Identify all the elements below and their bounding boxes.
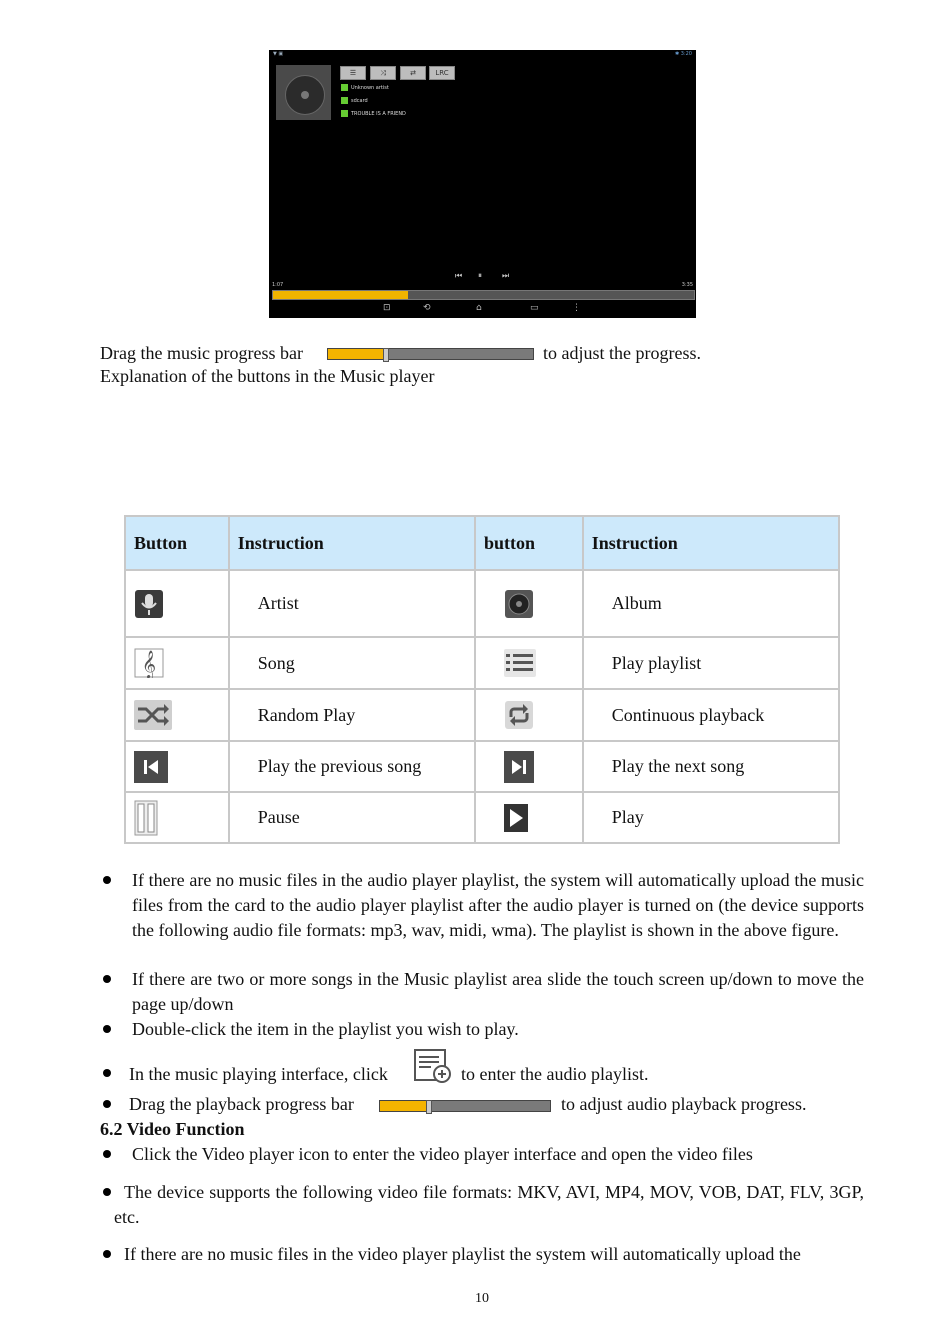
folder-icon [341, 97, 348, 104]
table-cell: Play [583, 792, 839, 843]
progress-fill [328, 349, 385, 359]
table-row [125, 689, 839, 741]
table-cell: Play the previous song [229, 741, 475, 792]
table-cell: Play playlist [583, 637, 839, 689]
table-cell: Album [583, 570, 839, 637]
drag-instruction-text-end: to adjust the progress. [543, 343, 701, 363]
table-header-row [125, 516, 839, 570]
music-player-screenshot [269, 50, 696, 318]
previous-button[interactable]: ⏮ [455, 271, 463, 280]
table-row [125, 637, 839, 689]
section-heading: 6.2 Video Function [100, 1119, 245, 1139]
bullet-text-click-playlist: In the music playing interface, click [129, 1064, 388, 1084]
screenshot-icon[interactable]: ⊡ [383, 303, 391, 313]
folder-line: sdcard [341, 97, 368, 104]
table-row [125, 792, 839, 843]
bullet-text-playlist-upload: If there are no music files in the audio player playlist, the system will automatically upload the music files from the card to the audio player playlist after the audio player is turned on (the device supports the following audio file formats: mp3, wav, midi, wma). The playlist is shown in the above figure. [132, 870, 864, 940]
table-cell: Song [229, 637, 475, 689]
elapsed-time: 1:07 [272, 282, 284, 288]
header-button: Button [125, 516, 229, 570]
repeat-icon [504, 700, 534, 730]
next-button[interactable]: ⏭ [502, 271, 510, 280]
svg-text:𝄞: 𝄞 [141, 650, 157, 678]
disc-icon [504, 589, 534, 619]
bullet-icon [103, 1069, 111, 1077]
progress-knob [426, 1100, 432, 1114]
video-upload-text: If there are no music files in the video player playlist the system will automatically upload the [124, 1244, 801, 1264]
progress-bar-illustration [379, 1100, 551, 1112]
artist-line: Unknown artist [341, 84, 389, 91]
back-icon[interactable]: ⟲ [423, 303, 431, 313]
table-cell: Random Play [229, 689, 475, 741]
microphone-icon [134, 589, 164, 619]
status-clock: ✱ 3:20 [674, 51, 692, 57]
repeat-button[interactable]: ⇄ [400, 66, 426, 80]
drag-instruction-text: Drag the music progress bar [100, 343, 303, 363]
explanation-text: Explanation of the buttons in the Music player [100, 366, 435, 386]
song-icon [341, 110, 348, 117]
previous-icon [134, 751, 168, 783]
recent-apps-icon[interactable]: ▭ [530, 303, 539, 313]
play-icon [504, 804, 528, 832]
artist-icon [341, 84, 348, 91]
lrc-button[interactable]: LRC [429, 66, 455, 80]
status-bar [269, 50, 696, 58]
progress-bar[interactable] [272, 290, 695, 300]
progress-bar-illustration [327, 348, 534, 360]
progress-fill [380, 1101, 428, 1111]
bullet-icon [103, 1025, 111, 1033]
video-formats-text: The device supports the following video file formats: MKV, AVI, MP4, MOV, VOB, DAT, FLV, 3GP, etc. [114, 1182, 864, 1227]
add-playlist-icon [414, 1049, 452, 1083]
table-cell: Artist [229, 570, 475, 637]
bullet-text-drag-end: to adjust audio playback progress. [561, 1094, 807, 1114]
next-icon [504, 751, 534, 783]
playlist-button[interactable]: ☰ [340, 66, 366, 80]
button-instruction-table [124, 515, 840, 844]
bullet-icon [103, 1100, 111, 1108]
navigation-bar [269, 301, 696, 318]
bullet-text-double-click: Double-click the item in the playlist you wish to play. [132, 1019, 519, 1039]
bullet-icon [103, 1150, 111, 1158]
menu-icon[interactable]: ⋮ [572, 303, 581, 313]
page-number: 10 [475, 1291, 489, 1306]
music-note-icon [134, 648, 164, 678]
home-icon[interactable]: ⌂ [476, 303, 482, 313]
pause-icon [134, 800, 158, 836]
header-instruction: Instruction [229, 516, 475, 570]
bullet-text-click-playlist-end: to enter the audio playlist. [461, 1064, 649, 1084]
bullet-text-drag: Drag the playback progress bar [129, 1094, 354, 1114]
progress-fill [273, 291, 408, 299]
shuffle-icon [134, 700, 172, 730]
table-cell: Continuous playback [583, 689, 839, 741]
table-row [125, 570, 839, 637]
progress-knob [383, 348, 389, 362]
table-cell: Pause [229, 792, 475, 843]
bullet-text-slide: If there are two or more songs in the Music playlist area slide the touch screen up/down to move the page up/down [132, 969, 864, 1014]
title-line: TROUBLE IS A FRIEND [341, 110, 406, 117]
status-icons-left: ▼ ▣ [273, 51, 284, 57]
header-button-2: button [475, 516, 583, 570]
header-instruction-2: Instruction [583, 516, 839, 570]
album-cover [276, 65, 331, 120]
video-bullet-text: Click the Video player icon to enter the video player interface and open the video files [132, 1144, 753, 1164]
bullet-icon [103, 1188, 111, 1196]
total-time: 3:35 [681, 282, 693, 288]
table-row [125, 741, 839, 792]
shuffle-button[interactable]: ⤨ [370, 66, 396, 80]
bullet-icon [103, 1250, 111, 1258]
disc-icon [285, 75, 325, 115]
bullet-icon [103, 975, 111, 983]
playlist-icon [504, 648, 534, 678]
pause-button[interactable]: ⏸ [478, 271, 482, 280]
table-cell: Play the next song [583, 741, 839, 792]
bullet-icon [103, 876, 111, 884]
